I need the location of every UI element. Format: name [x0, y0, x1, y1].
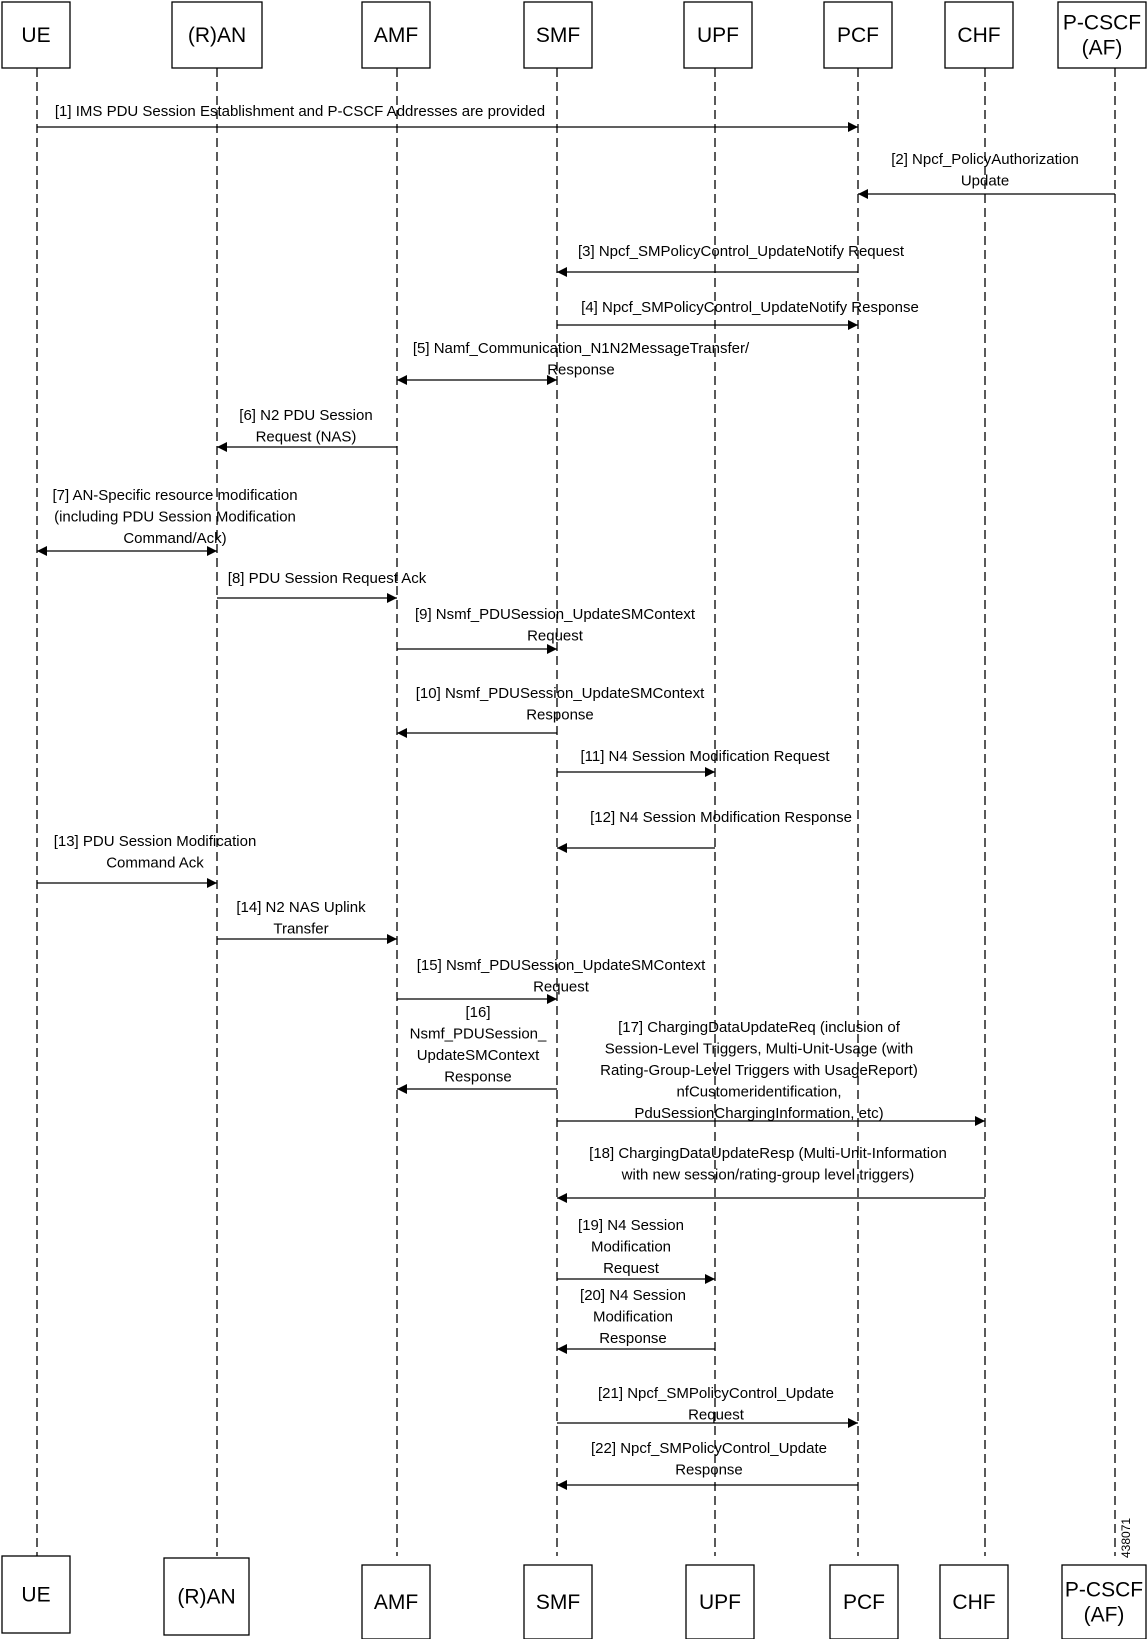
- message-label: (including PDU Session Modification: [54, 508, 296, 526]
- message-label: Request: [603, 1260, 659, 1277]
- message-18: [557, 1145, 985, 1198]
- message-label: [16]: [465, 1004, 491, 1021]
- participant-label: P-CSCF: [1062, 11, 1142, 35]
- message-6: [217, 407, 397, 447]
- message-label: [13] PDU Session Modification: [53, 833, 257, 850]
- participant-label: AMF: [373, 24, 419, 47]
- participant-top-ue: [2, 2, 70, 68]
- participant-top-chf: [945, 2, 1013, 68]
- message-label: [11] N4 Session Modification Request: [580, 748, 830, 765]
- message-label: [10] Nsmf_PDUSession_UpdateSMContext: [415, 685, 705, 702]
- participant-top-upf: [684, 2, 752, 68]
- message-label: [1] IMS PDU Session Establishment and P-CSCF Addresses are provided: [54, 103, 546, 120]
- message-label: [14] N2 NAS Uplink: [236, 899, 366, 916]
- message-label: [15] Nsmf_PDUSession_UpdateSMContext: [416, 957, 706, 974]
- participant-label: (R)AN: [177, 1585, 236, 1609]
- top-participant-boxes: [2, 2, 1146, 68]
- message-4: [557, 299, 919, 325]
- message-label: nfCustomeridentification,: [676, 1083, 842, 1101]
- message-14: [217, 899, 397, 939]
- message-3: [557, 243, 905, 272]
- message-label: [18] ChargingDataUpdateResp (Multi-Unit-Information: [589, 1145, 947, 1162]
- message-label: [22] Npcf_SMPolicyControl_Update: [591, 1440, 827, 1457]
- bottom-participant-boxes: [2, 1556, 1146, 1639]
- message-label: [9] Nsmf_PDUSession_UpdateSMContext: [414, 606, 696, 623]
- message-label: Response: [526, 706, 594, 724]
- message-label: [6] N2 PDU Session: [239, 407, 373, 424]
- message-label: Command Ack: [106, 854, 204, 872]
- messages: [37, 103, 1115, 1485]
- participant-top-pcscf: [1058, 2, 1146, 68]
- participant-label: SMF: [535, 24, 581, 47]
- message-label: [17] ChargingDataUpdateReq (inclusion of: [618, 1019, 900, 1036]
- message-label: [7] AN-Specific resource modification: [52, 487, 298, 504]
- message-label: [19] N4 Session: [578, 1217, 684, 1234]
- message-label: [5] Namf_Communication_N1N2MessageTransfer/: [412, 340, 750, 357]
- participant-bottom-amf: [362, 1565, 430, 1639]
- message-5: [397, 340, 750, 380]
- participant-label: AMF: [373, 1591, 419, 1614]
- message-label: Request: [688, 1406, 744, 1424]
- message-label: Update: [960, 172, 1010, 190]
- message-label: Nsmf_PDUSession_: [409, 1025, 547, 1043]
- message-label: [8] PDU Session Request Ack: [227, 570, 427, 587]
- message-label: UpdateSMContext: [416, 1047, 540, 1064]
- message-11: [557, 748, 830, 772]
- message-8: [217, 570, 427, 598]
- message-15: [397, 957, 706, 999]
- message-label: Request (NAS): [255, 428, 357, 446]
- message-16: [397, 1004, 557, 1089]
- message-label: Command/Ack): [123, 530, 227, 547]
- message-label: [20] N4 Session: [580, 1287, 686, 1304]
- message-label: [2] Npcf_PolicyAuthorization: [891, 151, 1079, 168]
- message-label: Response: [675, 1461, 743, 1479]
- participant-label: PCF: [837, 24, 879, 47]
- participant-bottom-chf: [940, 1565, 1008, 1639]
- participant-bottom-ran: [164, 1558, 249, 1635]
- message-label: Response: [599, 1330, 667, 1347]
- participant-label: SMF: [535, 1591, 581, 1614]
- message-label: [3] Npcf_SMPolicyControl_UpdateNotify Request: [578, 243, 904, 260]
- message-label: Request: [533, 978, 589, 996]
- message-label: [21] Npcf_SMPolicyControl_Update: [598, 1385, 834, 1402]
- message-17: [557, 1019, 985, 1122]
- message-label: Rating-Group-Level Triggers with UsageReport): [600, 1062, 918, 1079]
- message-label: Transfer: [273, 920, 329, 938]
- message-21: [557, 1385, 858, 1424]
- participant-box: [1062, 1565, 1146, 1639]
- participant-label: CHF: [957, 24, 1001, 47]
- message-label: [12] N4 Session Modification Response: [590, 809, 852, 826]
- message-label: PduSessionChargingInformation, etc): [634, 1105, 884, 1122]
- lifelines: [37, 68, 1115, 1556]
- message-label: Session-Level Triggers, Multi-Unit-Usage (with: [604, 1040, 914, 1058]
- participant-label: CHF: [952, 1591, 996, 1614]
- message-label: with new session/rating-group level triggers): [621, 1166, 915, 1184]
- message-label: Modification: [592, 1308, 674, 1326]
- participant-bottom-smf: [524, 1565, 592, 1639]
- message-label: Modification: [590, 1238, 672, 1256]
- participant-top-pcf: [824, 2, 892, 68]
- participant-bottom-pcscf: [1062, 1565, 1146, 1639]
- participant-label: P-CSCF: [1064, 1578, 1144, 1602]
- message-label: Response: [547, 361, 615, 379]
- message-19: [557, 1217, 715, 1279]
- participant-top-smf: [524, 2, 592, 68]
- message-label: [4] Npcf_SMPolicyControl_UpdateNotify Response: [581, 299, 919, 316]
- message-22: [557, 1440, 858, 1485]
- message-10: [397, 685, 705, 733]
- participant-label: (AF): [1081, 36, 1123, 60]
- figure-id: 438071: [1119, 1517, 1133, 1558]
- message-2: [858, 151, 1115, 194]
- participant-label: UE: [21, 24, 51, 47]
- message-1: [37, 103, 858, 127]
- message-label: Response: [444, 1068, 512, 1086]
- participant-label: (AF): [1083, 1603, 1125, 1627]
- participant-bottom-pcf: [830, 1565, 898, 1639]
- message-9: [397, 606, 696, 649]
- participant-label: UPF: [699, 1591, 741, 1614]
- message-label: Request: [527, 627, 583, 645]
- message-12: [557, 809, 852, 848]
- message-7: [37, 487, 298, 551]
- participant-top-ran: [172, 2, 262, 68]
- participant-label: UPF: [697, 24, 739, 47]
- message-13: [37, 833, 256, 883]
- participant-label: UE: [21, 1583, 51, 1607]
- participant-bottom-ue: [2, 1556, 70, 1633]
- participant-label: PCF: [843, 1591, 885, 1614]
- participant-top-amf: [362, 2, 430, 68]
- participant-label: (R)AN: [187, 24, 247, 47]
- message-20: [557, 1287, 715, 1349]
- participant-bottom-upf: [686, 1565, 754, 1639]
